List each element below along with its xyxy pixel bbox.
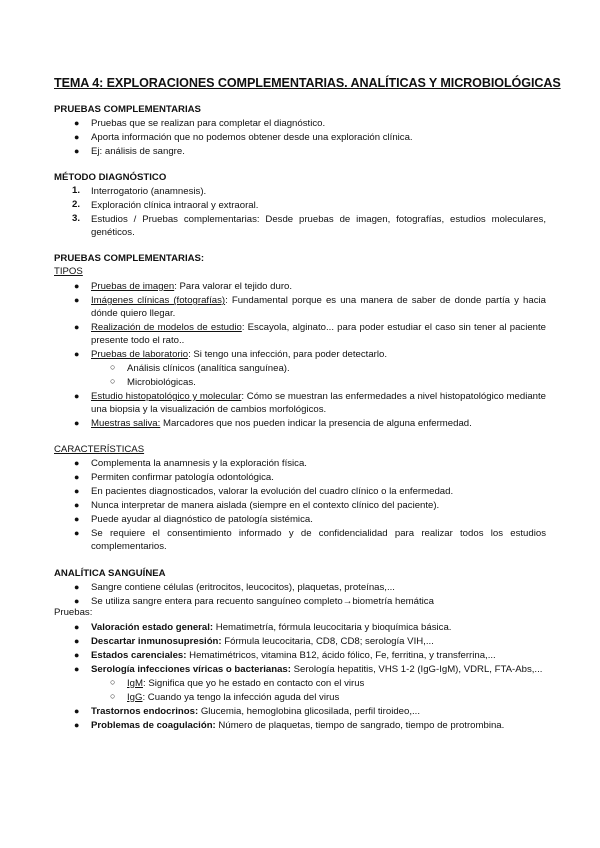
list-item: Interrogatorio (anamnesis).	[91, 186, 207, 197]
list-item	[91, 635, 546, 648]
list-item: Se requiere el consentimiento informado y de confidencialidad para realizar todos los estudios complementarios.	[91, 528, 546, 552]
bullet: ●	[74, 418, 80, 428]
subheading-tipos: TIPOS	[54, 266, 83, 277]
description: Número de plaquetas, tiempo de sangrado, tiempo de protrombina.	[215, 720, 505, 731]
list-subitem	[127, 677, 547, 690]
sub-bullet: ○	[110, 677, 116, 687]
list-item: Sangre contiene células (eritrocitos, leucocitos), plaquetas, proteínas,...	[91, 582, 395, 593]
list-item: Se utiliza sangre entera para recuento sanguíneo completo→biometría hemática	[91, 596, 434, 607]
sub-bullet: ○	[110, 691, 116, 701]
term: Muestras saliva:	[91, 418, 161, 429]
list-item: Exploración clínica intraoral y extraoral.	[91, 200, 259, 211]
term: IgG	[127, 692, 143, 703]
description: Glucemia, hemoglobina glicosilada, perfil tiroideo,...	[198, 706, 420, 717]
pruebas-label: Pruebas:	[54, 607, 93, 618]
term: Descartar inmunosupresión:	[91, 636, 222, 647]
term: Trastornos endocrinos:	[91, 706, 199, 717]
sub-bullet: ○	[110, 376, 116, 386]
list-item: Aporta información que no podemos obtener desde una exploración clínica.	[91, 132, 413, 143]
description: : Si tengo una infección, para poder detectarlo.	[188, 349, 388, 360]
bullet: ●	[74, 295, 80, 305]
description: : Significa que yo he estado en contacto con el virus	[143, 678, 365, 689]
bullet: ●	[74, 514, 80, 524]
list-subitem	[127, 691, 547, 704]
term: Problemas de coagulación:	[91, 720, 216, 731]
list-item: Complementa la anamnesis y la exploración física.	[91, 458, 307, 469]
bullet: ●	[74, 622, 80, 632]
list-item	[91, 649, 546, 662]
bullet: ●	[74, 472, 80, 482]
term: Estados carenciales:	[91, 650, 187, 661]
term: IgM	[127, 678, 143, 689]
bullet: ●	[74, 132, 80, 142]
description: : Escayola, alginato... para poder estudiar el caso sin tener al paciente presente todo el rato..	[91, 322, 546, 346]
bullet: ●	[74, 349, 80, 359]
section-heading-pruebas: PRUEBAS COMPLEMENTARIAS	[54, 104, 201, 115]
term: Valoración estado general:	[91, 622, 214, 633]
list-subitem: Análisis clínicos (analítica sanguínea).	[127, 363, 290, 374]
sub-bullet: ○	[110, 362, 116, 372]
list-item: Nunca interpretar de manera aislada (siempre en el contexto clínico del paciente).	[91, 500, 440, 511]
description: Serología hepatitis, VHS 1-2 (IgG-IgM), VDRL, FTA-Abs,...	[290, 664, 543, 675]
bullet: ●	[74, 281, 80, 291]
list-item	[91, 621, 546, 634]
bullet: ●	[74, 582, 80, 592]
bullet: ●	[74, 391, 80, 401]
list-item: En pacientes diagnosticados, valorar la evolución del cuadro clínico o la enfermedad.	[91, 486, 454, 497]
list-number: 2.	[72, 199, 81, 210]
list-item	[91, 663, 546, 676]
bullet: ●	[74, 500, 80, 510]
bullet: ●	[74, 146, 80, 156]
bullet: ●	[74, 322, 80, 332]
list-item: Puede ayudar al diagnóstico de patología sistémica.	[91, 514, 313, 525]
list-item	[91, 294, 546, 320]
term: Pruebas de imagen	[91, 281, 175, 292]
list-item	[91, 348, 546, 361]
section-heading-metodo: MÉTODO DIAGNÓSTICO	[54, 172, 167, 183]
list-subitem: Microbiológicas.	[127, 377, 196, 388]
list-item	[91, 390, 546, 416]
list-item	[91, 705, 546, 718]
bullet: ●	[74, 486, 80, 496]
description: Fórmula leucocitaria, CD8, CD8; serología VIH,...	[221, 636, 434, 647]
bullet: ●	[74, 720, 80, 730]
description: : Cómo se muestran las enfermedades a nivel histopatológico mediante una biopsia y la visualización de cambios morfológicos.	[91, 391, 546, 415]
list-item	[91, 719, 546, 732]
term: Realización de modelos de estudio	[91, 322, 242, 333]
description: : Cuando ya tengo la infección aguda del virus	[142, 692, 340, 703]
description: : Fundamental porque es una manera de saber de donde partía y hacia dónde quiero llegar.	[91, 295, 546, 319]
list-item: Pruebas que se realizan para completar el diagnóstico.	[91, 118, 326, 129]
list-item	[91, 417, 546, 430]
term: Pruebas de laboratorio	[91, 349, 189, 360]
bullet: ●	[74, 664, 80, 674]
bullet: ●	[74, 596, 80, 606]
list-item: Ej: análisis de sangre.	[91, 146, 185, 157]
bullet: ●	[74, 528, 80, 538]
description: : Para valorar el tejido duro.	[174, 281, 293, 292]
list-number: 1.	[72, 185, 81, 196]
term: Imágenes clínicas (fotografías)	[91, 295, 226, 306]
description: Hematimétricos, vitamina B12, ácido fólico, Fe, ferritina, y transferrina,...	[186, 650, 496, 661]
list-item	[91, 280, 546, 293]
bullet: ●	[74, 650, 80, 660]
section-heading-caracteristicas: CARACTERÍSTICAS	[54, 444, 145, 455]
list-number: 3.	[72, 213, 81, 224]
list-item: Permiten confirmar patología odontológica.	[91, 472, 274, 483]
description: Marcadores que nos pueden indicar la presencia de alguna enfermedad.	[160, 418, 472, 429]
list-item: Estudios / Pruebas complementarias: Desde pruebas de imagen, fotografías, estudios moleculares, genéticos.	[91, 214, 546, 238]
term: Estudio histopatológico y molecular	[91, 391, 242, 402]
page-title: TEMA 4: EXPLORACIONES COMPLEMENTARIAS. ANALÍTICAS Y MICROBIOLÓGICAS	[54, 76, 561, 90]
bullet: ●	[74, 118, 80, 128]
list-item	[91, 321, 546, 347]
term: Serología infecciones víricas o bacterianas:	[91, 664, 291, 675]
description: Hematimetría, fórmula leucocitaria y bioquímica básica.	[213, 622, 452, 633]
bullet: ●	[74, 636, 80, 646]
bullet: ●	[74, 458, 80, 468]
bullet: ●	[74, 706, 80, 716]
section-heading-analitica: ANALÍTICA SANGUÍNEA	[54, 568, 166, 579]
section-heading-pruebas-tipos: PRUEBAS COMPLEMENTARIAS:	[54, 253, 205, 264]
